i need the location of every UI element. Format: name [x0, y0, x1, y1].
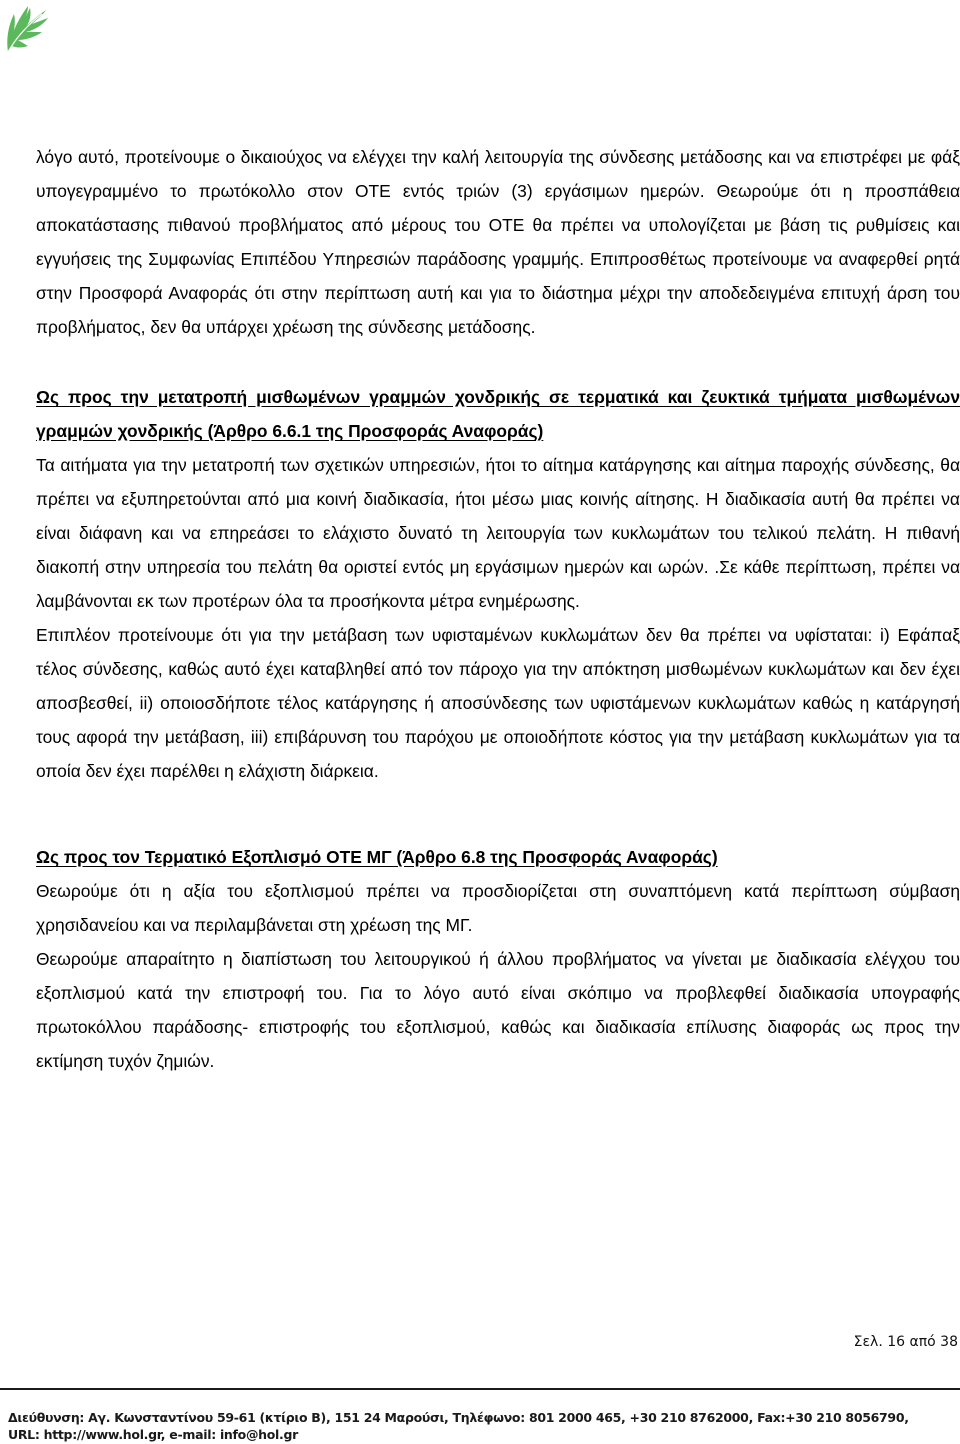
palm-leaf-icon [2, 2, 52, 54]
footer-address: Διεύθυνση: Αγ. Κωνσταντίνου 59-61 (κτίριο Β), 151 24 Μαρούσι, Τηλέφωνο: 801 2000 465, +30 210 8762000, Fax:+30 210 8056790, [8, 1410, 909, 1425]
paragraph: Θεωρούμε ότι η αξία του εξοπλισμού πρέπει να προσδιορίζεται στη συναπτόμενη κατά περίπτωση σύμβαση χρησιδανείου και να περιλαμβάνεται στη χρέωση της ΜΓ. [36, 881, 960, 935]
section-heading-conversion: Ως προς την μετατροπή μισθωμένων γραμμών χονδρικής σε τερματικά και ζευκτικά τμήματα μισθωμένων γραμμών χονδρικής (Άρθρο 6.6.1 της Προσφοράς Αναφοράς) [36, 387, 960, 441]
company-logo [2, 2, 52, 54]
paragraph: λόγο αυτό, προτείνουμε ο δικαιούχος να ελέγχει την καλή λειτουργία της σύνδεσης μετάδοσης και να επιστρέφει με φάξ υπογεγραμμένο το πρωτόκολλο στον ΟΤΕ εντός τριών (3) εργάσιμων ημερών. Θεωρούμε ότι η προσπάθεια αποκατάστασης πιθανού προβλήματος από μέρους του ΟΤΕ θα πρέπει να υπολογίζεται με βάση τις ρυθμίσεις και εγγυήσεις της Συμφωνίας Επιπέδου Υπηρεσιών παράδοσης γραμμής. Επιπροσθέτως προτείνουμε να αναφερθεί ρητά στην Προσφορά Αναφοράς ότι στην περίπτωση αυτή και για το διάστημα μέχρι την αποδεδειγμένα επιτυχή άρση του προβλήματος, δεν θα υπάρχει χρέωση της σύνδεσης μετάδοσης. [36, 147, 960, 337]
section-heading-terminal-equipment: Ως προς τον Τερματικό Εξοπλισμό ΟΤΕ ΜΓ (Άρθρο 6.8 της Προσφοράς Αναφοράς) [36, 847, 718, 867]
footer [8, 1409, 948, 1443]
footer-contact: URL: http://www.hol.gr, e-mail: info@hol.gr [8, 1427, 298, 1442]
footer-divider [0, 1388, 960, 1390]
paragraph: Θεωρούμε απαραίτητο η διαπίστωση του λειτουργικού ή άλλου προβλήματος να γίνεται με διαδικασία ελέγχου του εξοπλισμού κατά την επιστροφή του. Για το λόγο αυτό είναι σκόπιμο να προβλεφθεί διαδικασία υπογραφής πρωτοκόλλου παράδοσης- επιστροφής του εξοπλισμού, καθώς και διαδικασία επίλυσης διαφοράς ως προς την εκτίμηση τυχόν ζημιών. [36, 949, 960, 1071]
paragraph: Τα αιτήματα για την μετατροπή των σχετικών υπηρεσιών, ήτοι το αίτημα κατάργησης και αίτημα παροχής σύνδεσης, θα πρέπει να εξυπηρετούνται από μια κοινή διαδικασία, ήτοι μέσω μιας κοινής αίτησης. Η διαδικασία αυτή θα πρέπει να είναι διάφανη και να επηρεάσει το ελάχιστο δυνατό τη λειτουργία των κυκλωμάτων του τελικού πελάτη. Η πιθανή διακοπή στην υπηρεσία του πελάτη θα οριστεί εντός μη εργάσιμων ημερών και ωρών. .Σε κάθε περίπτωση, πρέπει να λαμβάνονται εκ των προτέρων όλα τα προσήκοντα μέτρα ενημέρωσης. [36, 455, 960, 611]
paragraph: Επιπλέον προτείνουμε ότι για την μετάβαση των υφισταμένων κυκλωμάτων δεν θα πρέπει να υφίσταται: i) Εφάπαξ τέλος σύνδεσης, καθώς αυτό έχει καταβληθεί από τον πάροχο για την απόκτηση μισθωμένων κυκλωμάτων και δεν έχει αποσβεσθεί, ii) οποιοσδήποτε τέλος κατάργησης ή αποσύνδεσης των υφιστάμενων κυκλωμάτων καθώς η κατάργησή τους αφορά την μετάβαση, iii) επιβάρυνση του παρόχου με οποιοδήποτε κόστος για την μετάβαση κυκλωμάτων για τα οποία δεν έχει παρέλθει η ελάχιστη διάρκεια. [36, 625, 960, 781]
document-body [36, 140, 960, 1078]
page-number: Σελ. 16 από 38 [853, 1334, 958, 1350]
